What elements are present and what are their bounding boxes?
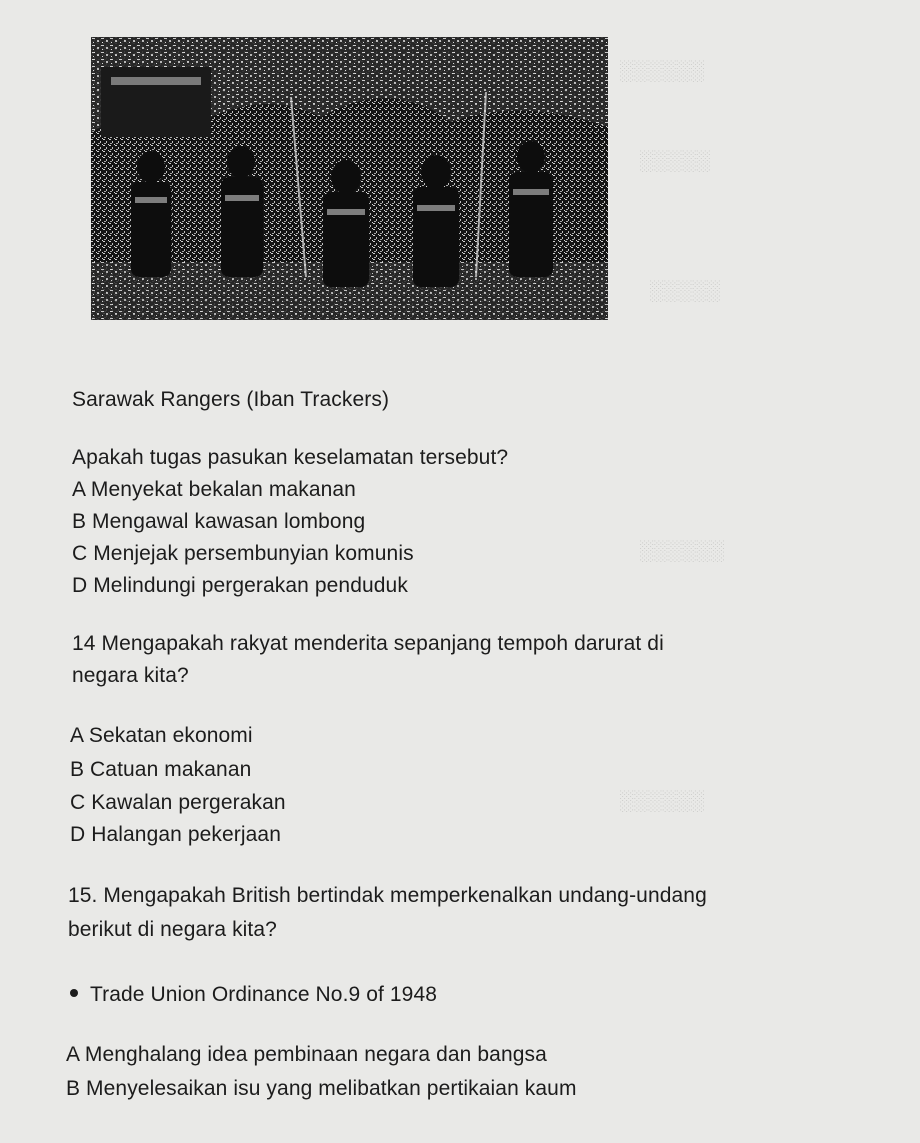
question-14-option-b[interactable]: B Catuan makanan — [70, 758, 252, 781]
question-15-bullet-text: Trade Union Ordinance No.9 of 1948 — [90, 983, 437, 1006]
question-14-stem-line2: negara kita? — [72, 664, 189, 687]
question-14-option-d[interactable]: D Halangan pekerjaan — [70, 823, 281, 846]
question-15-bullet-item — [70, 982, 437, 1008]
question-13-option-a[interactable]: A Menyekat bekalan makanan — [72, 478, 356, 501]
question-14-stem-line1: 14 Mengapakah rakyat menderita sepanjang tempoh darurat di — [72, 632, 664, 655]
bleed-through-text: ░░░░░░ — [620, 60, 706, 82]
question-13-option-b[interactable]: B Mengawal kawasan lombong — [72, 510, 366, 533]
question-14-option-c[interactable]: C Kawalan pergerakan — [70, 791, 286, 814]
question-15-stem-line2: berikut di negara kita? — [68, 918, 277, 941]
rangers-photo — [91, 37, 608, 320]
bleed-through-text: ░░░░░░ — [640, 540, 726, 562]
bullet-icon — [70, 989, 78, 997]
question-13-option-c[interactable]: C Menjejak persembunyian komunis — [72, 542, 414, 565]
question-13-option-d[interactable]: D Melindungi pergerakan penduduk — [72, 574, 408, 597]
question-15-option-b[interactable]: B Menyelesaikan isu yang melibatkan pertikaian kaum — [66, 1077, 577, 1100]
bleed-through-text: ░░░░░░ — [620, 790, 706, 812]
bleed-through-text: ░░░░░ — [640, 150, 711, 172]
figure-caption: Sarawak Rangers (Iban Trackers) — [72, 388, 390, 411]
question-15-option-a[interactable]: A Menghalang idea pembinaan negara dan bangsa — [66, 1043, 547, 1066]
question-13-stem: Apakah tugas pasukan keselamatan tersebut? — [72, 446, 509, 469]
question-14-option-a[interactable]: A Sekatan ekonomi — [70, 724, 253, 747]
question-15-stem-line1: 15. Mengapakah British bertindak memperkenalkan undang-undang — [68, 884, 707, 907]
bleed-through-text: ░░░░░ — [650, 280, 721, 302]
